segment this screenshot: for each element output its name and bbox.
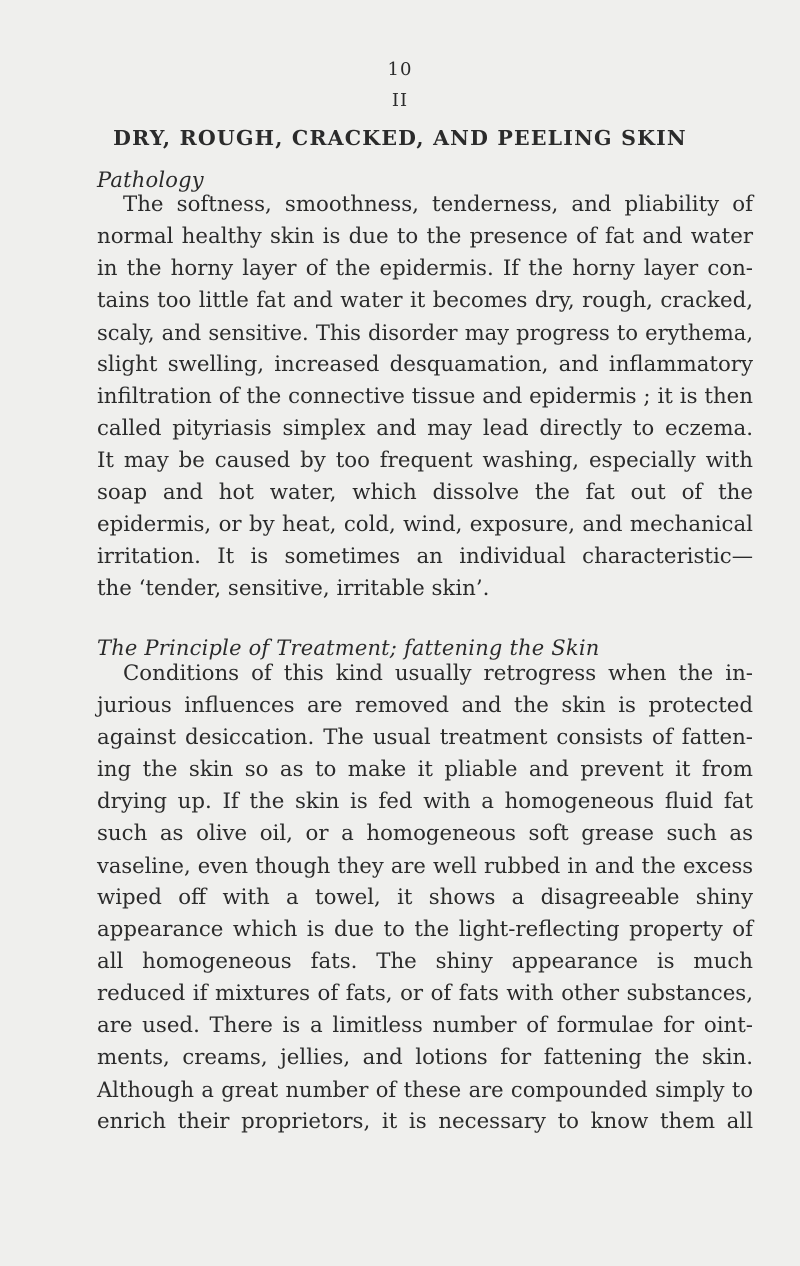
text-line: the ‘tender, sensitive, irritable skin’. — [97, 576, 490, 601]
text-line: in the horny layer of the epidermis. If the horny layer con- — [97, 256, 753, 281]
text-line: drying up. If the skin is fed with a homogeneous fluid fat — [97, 789, 753, 814]
text-line: scaly, and sensitive. This disorder may progress to erythema, — [97, 321, 753, 345]
text-line: Conditions of this kind usually retrogress when the in- — [123, 661, 753, 686]
text-line: vaseline, even though they are well rubbed in and the excess — [97, 854, 753, 878]
text-line: against desiccation. The usual treatment consists of fatten- — [97, 725, 753, 750]
text-line: infiltration of the connective tissue and epidermis ; it is then — [97, 384, 753, 409]
page-number: 10 — [387, 59, 413, 80]
text-line: are used. There is a limitless number of formulae for oint- — [97, 1013, 753, 1038]
section-heading-pathology: Pathology — [97, 168, 204, 192]
text-line: ing the skin so as to make it pliable and prevent it from — [97, 757, 753, 782]
text-line: It may be caused by too frequent washing, especially with — [97, 448, 753, 473]
text-line: tains too little fat and water it becomes dry, rough, cracked, — [97, 288, 753, 313]
text-line: normal healthy skin is due to the presence of fat and water — [97, 224, 753, 249]
text-line: soap and hot water, which dissolve the fat out of the — [97, 480, 753, 505]
chapter-title: DRY, ROUGH, CRACKED, AND PEELING SKIN — [113, 126, 687, 150]
text-line: wiped off with a towel, it shows a disagreeable shiny — [97, 885, 753, 910]
text-line: The softness, smoothness, tenderness, and pliability of — [123, 192, 753, 217]
text-line: epidermis, or by heat, cold, wind, exposure, and mechanical — [97, 512, 753, 537]
text-line: appearance which is due to the light-reflecting property of — [97, 917, 753, 942]
text-line: enrich their proprietors, it is necessary to know them all — [97, 1109, 753, 1134]
text-line: all homogeneous fats. The shiny appearance is much — [97, 949, 753, 974]
text-line: slight swelling, increased desquamation, and inflammatory — [97, 352, 753, 377]
text-line: reduced if mixtures of fats, or of fats with other substances, — [97, 981, 753, 1006]
text-line: irritation. It is sometimes an individual characteristic— — [97, 544, 753, 569]
text-line: such as olive oil, or a homogeneous soft grease such as — [97, 821, 753, 846]
text-line: ments, creams, jellies, and lotions for fattening the skin. — [97, 1045, 753, 1070]
text-line: called pityriasis simplex and may lead directly to eczema. — [97, 416, 753, 441]
text-line: Although a great number of these are compounded simply to — [97, 1078, 753, 1102]
section-heading-treatment: The Principle of Treatment; fattening the Skin — [97, 636, 600, 660]
chapter-number: II — [391, 90, 409, 111]
text-line: jurious influences are removed and the skin is protected — [97, 693, 753, 718]
